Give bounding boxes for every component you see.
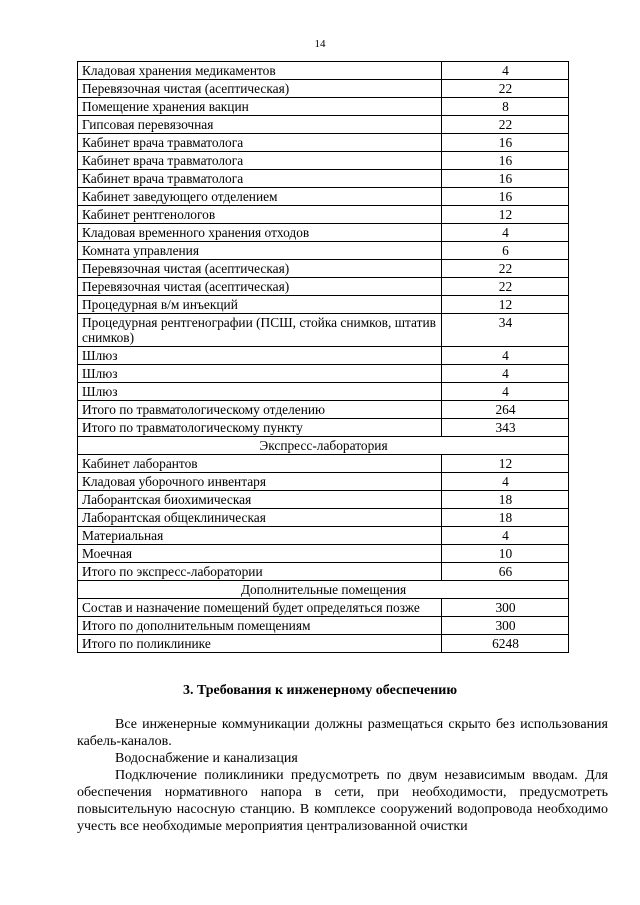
room-area-cell: 66: [442, 563, 569, 581]
room-name-cell: Перевязочная чистая (асептическая): [78, 278, 442, 296]
table-row: [78, 116, 569, 134]
room-name-cell: Кабинет врача травматолога: [78, 152, 442, 170]
table-row: [78, 455, 569, 473]
table-row: [78, 170, 569, 188]
room-name-cell: Кладовая временного хранения отходов: [78, 224, 442, 242]
table-row: [78, 152, 569, 170]
table-row: [78, 134, 569, 152]
room-area-cell: 4: [442, 365, 569, 383]
room-name-cell: Материальная: [78, 527, 442, 545]
table-row: [78, 473, 569, 491]
room-area-cell: 22: [442, 278, 569, 296]
room-name-cell: Кабинет заведующего отделением: [78, 188, 442, 206]
room-area-cell: 343: [442, 419, 569, 437]
table-row: [78, 563, 569, 581]
room-area-cell: 22: [442, 80, 569, 98]
table-row: [78, 347, 569, 365]
room-area-cell: 16: [442, 152, 569, 170]
table-row: [78, 635, 569, 653]
table-row: [78, 401, 569, 419]
room-name-cell: Итого по экспресс-лаборатории: [78, 563, 442, 581]
table-row: [78, 278, 569, 296]
room-name-cell: Шлюз: [78, 365, 442, 383]
body-text: [77, 716, 608, 835]
room-area-cell: 18: [442, 491, 569, 509]
room-area-cell: 16: [442, 134, 569, 152]
page-number: 14: [314, 38, 326, 50]
room-area-cell: 12: [442, 296, 569, 314]
room-name-cell: Итого по поликлинике: [78, 635, 442, 653]
table-section-row: [78, 437, 569, 455]
table-row: [78, 491, 569, 509]
paragraph-water-heading: Водоснабжение и канализация: [115, 751, 298, 766]
room-name-cell: Моечная: [78, 545, 442, 563]
room-area-cell: 300: [442, 617, 569, 635]
room-name-cell: Шлюз: [78, 383, 442, 401]
room-area-cell: 10: [442, 545, 569, 563]
table-row: [78, 314, 569, 347]
room-name-cell: Перевязочная чистая (асептическая): [78, 260, 442, 278]
section-heading-cell: Дополнительные помещения: [78, 581, 569, 599]
room-name-cell: Комната управления: [78, 242, 442, 260]
room-area-cell: 34: [442, 314, 569, 347]
table-row: [78, 365, 569, 383]
room-name-cell: Состав и назначение помещений будет определяться позже: [78, 599, 442, 617]
room-name-cell: Процедурная в/м инъекций: [78, 296, 442, 314]
table-row: [78, 527, 569, 545]
table-row: [78, 545, 569, 563]
room-name-cell: Итого по травматологическому пункту: [78, 419, 442, 437]
table-row: [78, 617, 569, 635]
table-row: [78, 242, 569, 260]
room-name-cell: Лаборантская биохимическая: [78, 491, 442, 509]
table-row: [78, 599, 569, 617]
room-name-cell: Лаборантская общеклиническая: [78, 509, 442, 527]
room-area-cell: 300: [442, 599, 569, 617]
table-row: [78, 383, 569, 401]
table-section-row: [78, 581, 569, 599]
room-name-cell: Итого по дополнительным помещениям: [78, 617, 442, 635]
room-area-cell: 16: [442, 170, 569, 188]
room-area-cell: 4: [442, 383, 569, 401]
room-area-cell: 6: [442, 242, 569, 260]
section-title: 3. Требования к инженерному обеспечению: [182, 683, 458, 698]
section-heading-cell: Экспресс-лаборатория: [78, 437, 569, 455]
room-area-cell: 22: [442, 116, 569, 134]
room-area-cell: 12: [442, 455, 569, 473]
paragraph-water-supply: Подключение поликлиники предусмотреть по двум независимым вводам. Для обеспечения нормативного напора в сети, при необходимости, предусмотреть повысительную насосную станцию. В комплексе сооружений водопровода необходимо учесть все необходимые мероприятия централизованной очистки: [77, 768, 608, 834]
room-area-cell: 8: [442, 98, 569, 116]
room-area-cell: 4: [442, 62, 569, 80]
table-row: [78, 80, 569, 98]
table-row: [78, 62, 569, 80]
room-area-cell: 4: [442, 347, 569, 365]
table-row: [78, 419, 569, 437]
table-row: [78, 98, 569, 116]
table-row: [78, 296, 569, 314]
paragraph-communications: Все инженерные коммуникации должны размещаться скрыто без использования кабель-каналов.: [77, 717, 608, 749]
room-area-cell: 6248: [442, 635, 569, 653]
room-name-cell: Итого по травматологическому отделению: [78, 401, 442, 419]
room-area-cell: 264: [442, 401, 569, 419]
room-area-cell: 16: [442, 188, 569, 206]
room-area-cell: 4: [442, 473, 569, 491]
room-name-cell: Кладовая уборочного инвентаря: [78, 473, 442, 491]
rooms-table: [77, 61, 569, 653]
room-area-cell: 12: [442, 206, 569, 224]
room-area-cell: 18: [442, 509, 569, 527]
room-name-cell: Кладовая хранения медикаментов: [78, 62, 442, 80]
room-name-cell: Кабинет врача травматолога: [78, 170, 442, 188]
room-name-cell: Кабинет рентгенологов: [78, 206, 442, 224]
room-area-cell: 4: [442, 527, 569, 545]
room-name-cell: Перевязочная чистая (асептическая): [78, 80, 442, 98]
rooms-table-body: [78, 62, 569, 653]
table-row: [78, 509, 569, 527]
table-row: [78, 206, 569, 224]
table-row: [78, 224, 569, 242]
table-row: [78, 260, 569, 278]
room-name-cell: Шлюз: [78, 347, 442, 365]
room-area-cell: 4: [442, 224, 569, 242]
room-area-cell: 22: [442, 260, 569, 278]
room-name-cell: Гипсовая перевязочная: [78, 116, 442, 134]
room-name-cell: Помещение хранения вакцин: [78, 98, 442, 116]
room-name-cell: Кабинет врача травматолога: [78, 134, 442, 152]
room-name-cell: Кабинет лаборантов: [78, 455, 442, 473]
table-row: [78, 188, 569, 206]
room-name-cell: Процедурная рентгенографии (ПСШ, стойка снимков, штатив снимков): [78, 314, 442, 347]
